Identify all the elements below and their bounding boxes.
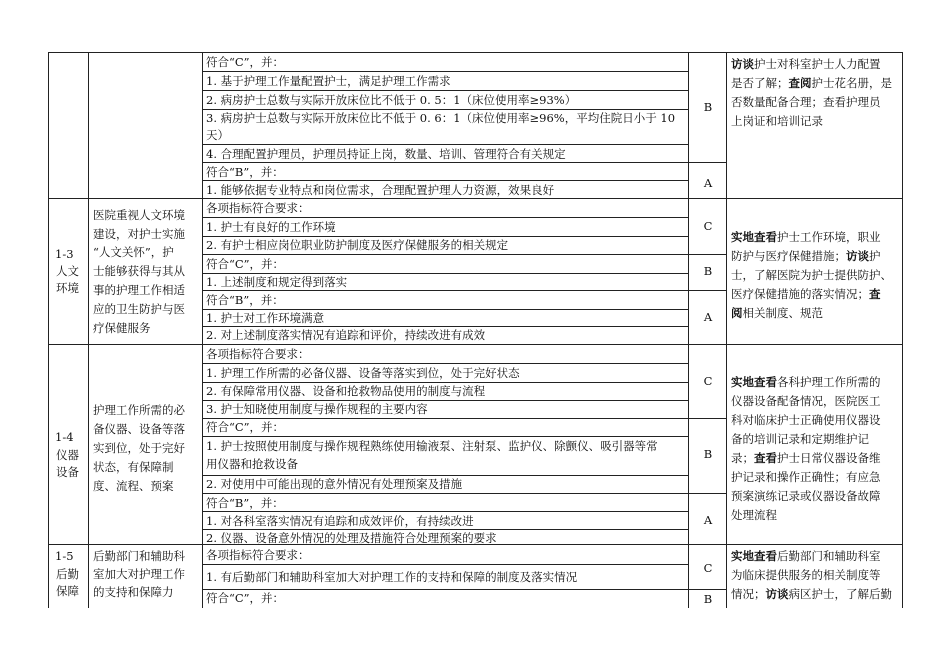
method-line	[731, 450, 899, 469]
method-line	[731, 374, 899, 393]
grid-line	[88, 52, 89, 608]
method-text: 各科护理工作所需的	[777, 375, 881, 389]
method-keyword: 实地查看	[731, 230, 777, 244]
criteria-item: 2. 有护士相应岗位职业防护制度及医疗保健服务的相关规定	[206, 238, 509, 252]
sub-row-line	[202, 217, 689, 218]
standard-line: “人文关怀”，护	[93, 245, 174, 259]
standard-line: 士能够获得与其从	[93, 264, 185, 278]
sub-row-line	[202, 254, 727, 255]
grid-line	[902, 52, 903, 608]
method-keyword: 访谈	[731, 57, 754, 71]
method-text: 录；	[731, 451, 754, 465]
method-text: 后勤部门和辅助科室	[777, 549, 881, 563]
standard-line: 的支持和保障力	[93, 585, 174, 599]
grade-label: B	[703, 447, 713, 461]
standard-line: 建设，对护士实施	[93, 227, 185, 241]
method-keyword: 查阅	[788, 76, 812, 90]
criteria-item: 1. 护士按照使用制度与操作规程熟练使用输液泵、注射泵、监护仪、除颤仪、吸引器等常	[206, 439, 658, 453]
method-keyword: 查看	[754, 451, 777, 465]
method-line	[731, 567, 899, 586]
method-text: 防护与医疗保健措施；	[731, 249, 846, 263]
criteria-item: 用仪器和抢救设备	[206, 457, 298, 471]
method-line	[731, 248, 899, 267]
item-number: 1-3	[55, 247, 74, 261]
criteria-item: 天）	[206, 128, 229, 142]
method-keyword: 查	[869, 287, 881, 301]
grade-label: B	[703, 592, 713, 606]
criteria-item: 3. 护士知晓使用制度与操作规程的主要内容	[206, 402, 428, 416]
standard-line: 度、流程、预案	[93, 479, 174, 493]
item-name: 人文环境	[56, 264, 79, 295]
item-number: 1-4	[55, 430, 74, 444]
assessment-method	[731, 229, 899, 324]
method-text: 备的培训记录和定期维护记	[731, 432, 869, 446]
method-text: 上岗证和培训记录	[731, 114, 823, 128]
grade-label: B	[703, 100, 713, 114]
criteria-item: 4. 合理配置护理员，护理员持证上岗，数量、培训、管理符合有关规定	[206, 147, 566, 161]
criteria-item: 1. 护士对工作环境满意	[206, 311, 325, 325]
method-text: 仪器设备配备情况，医院医工	[731, 394, 881, 408]
assessment-method	[731, 56, 899, 132]
criteria-item: 1. 能够依据专业特点和岗位需求，合理配置护理人力资源，效果良好	[206, 183, 555, 197]
standard-line: 事的护理工作相适	[93, 283, 185, 297]
grid-line	[688, 52, 689, 608]
grade-label: C	[703, 219, 713, 233]
criteria-header: 各项指标符合要求：	[206, 201, 310, 215]
criteria-item: 1. 对各科室落实情况有追踪和成效评价，有持续改进	[206, 514, 474, 528]
criteria-item: 1. 护理工作所需的必备仪器、设备等落实到位，处于完好状态	[206, 366, 520, 380]
standard-line: 护理工作所需的必	[93, 403, 185, 417]
method-line	[731, 267, 899, 286]
standard-line: 应的卫生防护与医	[93, 302, 185, 316]
method-line	[731, 94, 899, 113]
criteria-header: 符合“C”，并：	[206, 591, 285, 605]
method-line	[731, 286, 899, 305]
method-text: 科对临床护士正确使用仪器设	[731, 413, 881, 427]
sub-row-line	[202, 363, 689, 364]
item-name: 仪器设备	[56, 448, 79, 479]
method-keyword: 访谈	[846, 249, 869, 263]
method-keyword: 访谈	[765, 587, 789, 601]
grade-label: B	[703, 264, 713, 278]
sub-row-line	[202, 493, 727, 494]
method-text: 士，了解医院为护士提供防护、	[731, 268, 892, 282]
criteria-header: 符合“B”，并：	[206, 165, 284, 179]
method-text: 护	[869, 249, 881, 263]
method-line	[731, 56, 899, 75]
grade-label: C	[703, 374, 713, 388]
method-text: 护记录和操作正确性；有应急	[731, 470, 881, 484]
criteria-header: 各项指标符合要求：	[206, 548, 310, 562]
method-line	[731, 548, 899, 567]
method-keyword: 阅	[731, 306, 743, 320]
method-line	[731, 507, 899, 526]
method-line	[731, 488, 899, 507]
method-line	[731, 412, 899, 431]
method-keyword: 实地查看	[731, 549, 777, 563]
criteria-item: 2. 病房护士总数与实际开放床位比不低于 0. 5：1（床位使用率≥93%）	[206, 93, 577, 107]
grade-label: A	[703, 176, 713, 190]
method-text: 护士花名册，是	[811, 76, 892, 90]
criteria-item: 1. 基于护理工作量配置护士，满足护理工作需求	[206, 74, 451, 88]
standard-line: 状态，有保障制	[93, 460, 174, 474]
grid-line	[726, 52, 727, 608]
criteria-item: 2. 有保障常用仪器、设备和抢救物品使用的制度与流程	[206, 384, 486, 398]
grade-label: A	[703, 513, 713, 527]
criteria-header: 符合“B”，并：	[206, 293, 284, 307]
method-line	[731, 393, 899, 412]
method-text: 情况；	[731, 587, 766, 601]
method-text: 为临床提供服务的相关制度等	[731, 568, 881, 582]
method-text: 护士对科室护士人力配置	[754, 57, 881, 71]
sub-row-line	[202, 71, 689, 72]
criteria-item: 2. 对使用中可能出现的意外情况有处理预案及措施	[206, 477, 463, 491]
standard-line: 疗保健服务	[93, 321, 151, 335]
method-line	[731, 113, 899, 132]
method-line	[731, 305, 899, 324]
method-line	[731, 229, 899, 248]
method-text: 医疗保健措施的落实情况；	[731, 287, 869, 301]
sub-row-line	[202, 90, 689, 91]
assessment-method	[731, 548, 899, 605]
criteria-item: 2. 对上述制度落实情况有追踪和评价，持续改进有成效	[206, 328, 486, 342]
criteria-item: 1. 有后勤部门和辅助科室加大对护理工作的支持和保障的制度及落实情况	[206, 570, 578, 584]
method-text: 病区护士，了解后勤	[788, 587, 892, 601]
method-line	[731, 75, 899, 94]
sub-row-line	[202, 144, 689, 145]
method-line	[731, 431, 899, 450]
criteria-header: 各项指标符合要求：	[206, 347, 310, 361]
method-text: 处理流程	[731, 508, 777, 522]
criteria-header: 符合“B”，并：	[206, 496, 284, 510]
item-number: 1-5	[55, 549, 74, 563]
standard-line: 实到位，处于完好	[93, 441, 185, 455]
row-border	[48, 344, 903, 345]
method-text: 预案演练记录或仪器设备故障	[731, 489, 881, 503]
method-text: 是否了解；	[731, 76, 789, 90]
standard-line: 备仪器、设备等落	[93, 422, 185, 436]
assessment-method	[731, 374, 899, 526]
method-keyword: 实地查看	[731, 375, 777, 389]
row-border	[48, 52, 903, 53]
criteria-header: 符合“C”，并：	[206, 257, 285, 271]
criteria-item: 1. 上述制度和规定得到落实	[206, 275, 348, 289]
criteria-item: 3. 病房护士总数与实际开放床位比不低于 0. 6：1（床位使用率≥96%，平均住院日小于 10	[206, 111, 676, 125]
criteria-item: 1. 护士有良好的工作环境	[206, 220, 336, 234]
sub-row-line	[202, 564, 689, 565]
method-text: 护士工作环境，职业	[777, 230, 881, 244]
grade-label: C	[703, 561, 713, 575]
method-text: 护士日常仪器设备维	[777, 451, 881, 465]
item-name: 后勤保障	[56, 567, 79, 598]
method-text: 否数量配备合理；查看护理员	[731, 95, 881, 109]
sub-row-line	[202, 436, 689, 437]
method-line	[731, 586, 899, 605]
method-line	[731, 469, 899, 488]
standard-line: 室加大对护理工作	[93, 567, 185, 581]
grid-line	[48, 52, 49, 608]
criteria-header: 符合“C”，并：	[206, 55, 285, 69]
grid-line	[202, 52, 203, 608]
grade-label: A	[703, 310, 713, 324]
method-text: 相关制度、规范	[742, 306, 823, 320]
standard-line: 医院重视人文环境	[93, 208, 185, 222]
criteria-header: 符合“C”，并：	[206, 420, 285, 434]
criteria-item: 2. 仪器、设备意外情况的处理及措施符合处理预案的要求	[206, 531, 497, 545]
standard-line: 后勤部门和辅助科	[93, 549, 185, 563]
